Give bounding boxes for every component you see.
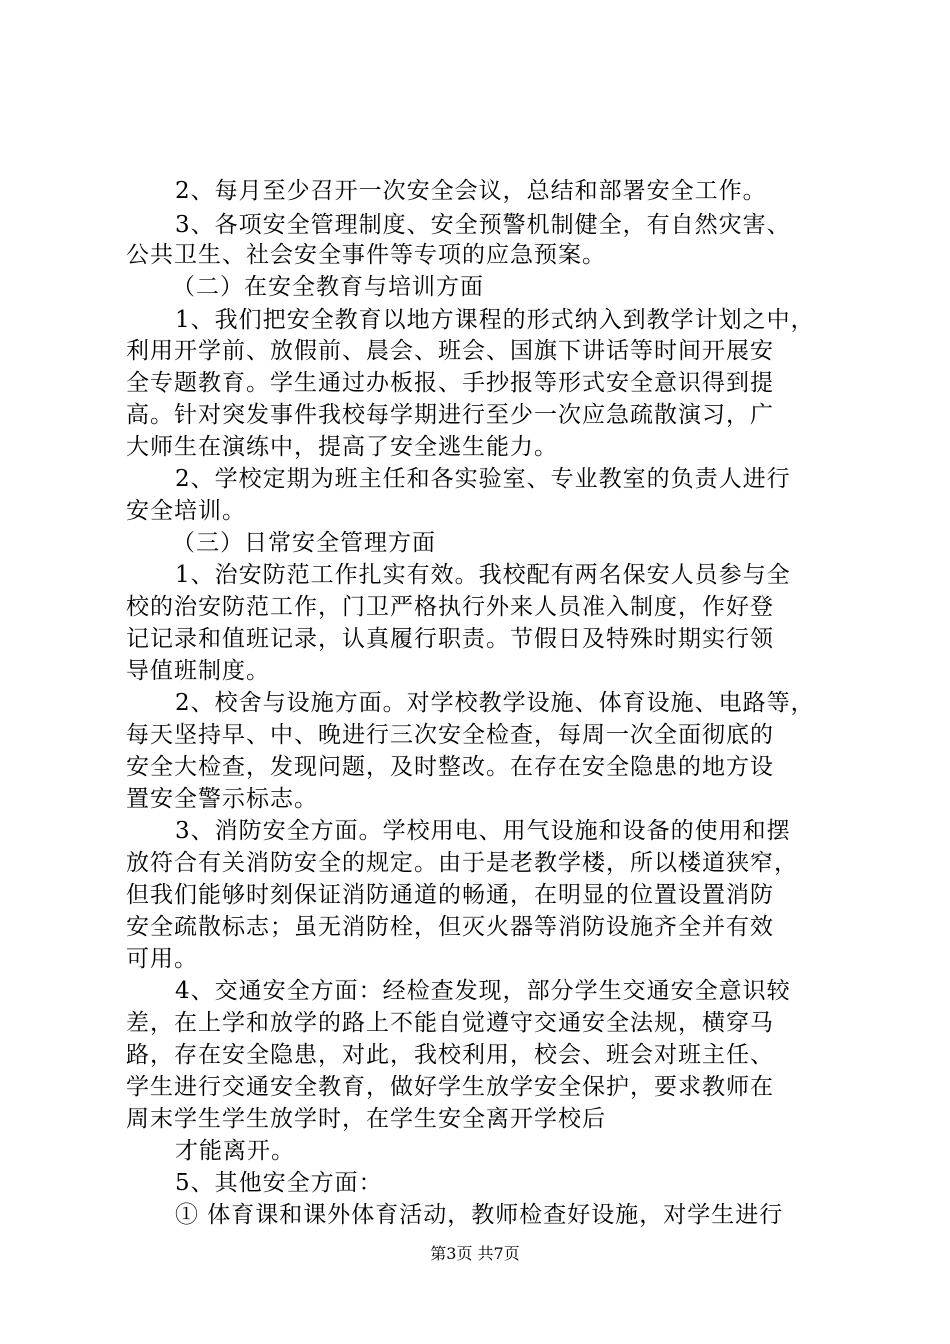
- text-line: 差，在上学和放学的路上不能自觉遵守交通安全法规，横穿马: [126, 1010, 774, 1036]
- text-line: 安全培训。: [126, 498, 246, 524]
- text-line: 4、交通安全方面：经检查发现，部分学生交通安全意识较: [175, 978, 791, 1004]
- text-line: 2、校舍与设施方面。对学校教学设施、体育设施、电路等，: [175, 690, 815, 716]
- text-line: 1、我们把安全教育以地方课程的形式纳入到教学计划之中，: [175, 307, 815, 333]
- text-line: 学生进行交通安全教育，做好学生放学安全保护，要求教师在: [126, 1074, 774, 1100]
- text-line: 但我们能够时刻保证消防通道的畅通，在明显的位置设置消防: [126, 882, 774, 908]
- text-line: 高。针对突发事件我校每学期进行至少一次应急疏散演习，广: [126, 402, 774, 428]
- text-line: 1、治安防范工作扎实有效。我校配有两名保安人员参与全: [175, 562, 791, 588]
- text-line: 大师生在演练中，提高了安全逃生能力。: [126, 434, 558, 460]
- text-line: 放符合有关消防安全的规定。由于是老教学楼，所以楼道狭窄，: [126, 850, 798, 876]
- text-line: 校的治安防范工作，门卫严格执行外来人员准入制度，作好登: [126, 594, 774, 620]
- section-heading: （二）在安全教育与培训方面: [172, 274, 484, 300]
- text-line: 导值班制度。: [126, 658, 270, 684]
- text-line: ① 体育课和课外体育活动，教师检查好设施，对学生进行: [175, 1202, 784, 1228]
- text-line: 置安全警示标志。: [126, 786, 318, 812]
- section-heading: （三）日常安全管理方面: [172, 530, 436, 556]
- text-line: 3、消防安全方面。学校用电、用气设施和设备的使用和摆: [175, 818, 791, 844]
- text-line: 5、其他安全方面：: [175, 1170, 383, 1196]
- text-line: 安全疏散标志；虽无消防栓，但灭火器等消防设施齐全并有效: [126, 914, 774, 940]
- text-line: 全专题教育。学生通过办板报、手抄报等形式安全意识得到提: [126, 370, 774, 396]
- text-line: 每天坚持早、中、晚进行三次安全检查，每周一次全面彻底的: [126, 722, 774, 748]
- text-line: 公共卫生、社会安全事件等专项的应急预案。: [126, 242, 606, 268]
- page-footer: 第3页 共7页: [430, 1244, 520, 1263]
- text-line: 2、每月至少召开一次安全会议，总结和部署安全工作。: [175, 178, 767, 204]
- text-line: 2、学校定期为班主任和各实验室、专业教室的负责人进行: [175, 466, 791, 492]
- text-line: 3、各项安全管理制度、安全预警机制健全，有自然灾害、: [175, 212, 791, 238]
- text-line: 周末学生学生放学时，在学生安全离开学校后: [126, 1106, 606, 1132]
- text-line: 才能离开。: [175, 1138, 295, 1164]
- text-line: 可用。: [126, 946, 198, 972]
- text-line: 利用开学前、放假前、晨会、班会、国旗下讲话等时间开展安: [126, 338, 774, 364]
- text-line: 安全大检查，发现问题，及时整改。在存在安全隐患的地方设: [126, 754, 774, 780]
- text-line: 路，存在安全隐患，对此，我校利用，校会、班会对班主任、: [126, 1042, 774, 1068]
- text-line: 记记录和值班记录，认真履行职责。节假日及特殊时期实行领: [126, 626, 774, 652]
